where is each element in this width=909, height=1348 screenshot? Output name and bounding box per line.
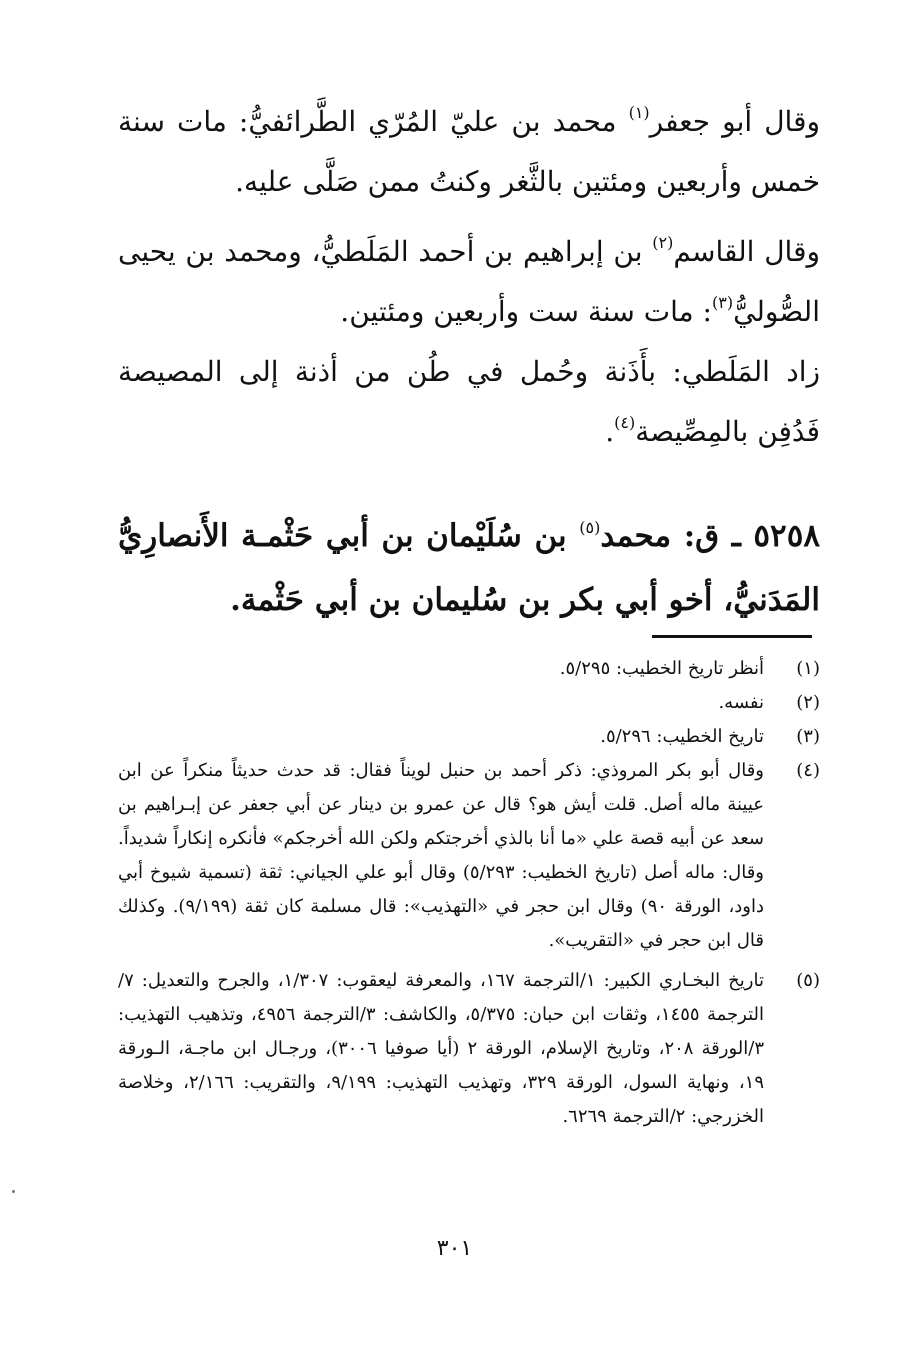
- page-number: ٣٠١: [436, 1236, 473, 1261]
- footnote-text: أنظر تاريخ الخطيب: ٥/٢٩٥.: [559, 658, 764, 679]
- footnote-number: (٢): [796, 692, 820, 713]
- footnote-number: (١): [796, 658, 820, 679]
- footnote-ref-2[interactable]: (٢): [652, 233, 674, 252]
- biography-entry-heading: ٥٢٥٨ ـ ق: محمد$^{(٥)}$ بن سُلَيْمان بن أبي حَثْمـة الأَنصارِيُّ المَدَنيُّ، أخو أبي بكر بن سُليمان بن أبي حَثْمة.: [118, 518, 820, 618]
- footnote-separator: [652, 635, 812, 638]
- footnote-text: تاريخ البخـاري الكبير: ١/الترجمة ١٦٧، والمعرفة ليعقوب: ١/٣٠٧، والجرح والتعديل: ٧/الترجمة ١٤٥٥، وثقات ابن حبان: ٥/٣٧٥، والكاشف: ٣/الترجمة ٤٩٥٦، وتذهيب التهذيب: ٣/الورقة ٢٠٨، وتاريخ الإسلام، الورقة ٢ (أيا صوفيا ٣٠٠٦)، ورجـال ابن ماجـة، الـورقة ١٩، ونهاية السول، الورقة ٣٢٩، وتهذيب التهذيب: ٩/١٩٩، والتقريب: ٢/١٦٦، وخلاصة الخزرجي: ٢/الترجمة ٦٢٦٩.: [118, 970, 764, 1127]
- footnote-4: [118, 754, 820, 958]
- footnote-ref-5[interactable]: (٥): [579, 518, 601, 537]
- footnote-ref-1[interactable]: (١): [628, 103, 650, 122]
- footnote-2: [118, 686, 820, 720]
- paragraph-al-qasim: وقال القاسم$^{(٢)}$ بن إبراهيم بن أحمد المَلَطيُّ، ومحمد بن يحيى الصُّوليُّ$^{(٣)}$: مات سنة ست وأربعين ومئتين.: [118, 233, 820, 328]
- footnote-text: نفسه.: [718, 692, 764, 713]
- footnote-1: [118, 652, 820, 686]
- footnote-ref-4[interactable]: (٤): [614, 413, 636, 432]
- paragraph-abu-jafar: وقال أبو جعفر$^{(١)}$ محمد بن عليّ المُرّي الطَّرائفيُّ: مات سنة خمس وأربعين ومئتين بالثَّغر وكنتُ ممن صَلَّى عليه.: [118, 103, 820, 198]
- footnote-text: تاريخ الخطيب: ٥/٢٩٦.: [600, 726, 764, 747]
- paragraph-al-malati: زاد المَلَطي: بأَذَنة وحُمل في طُن من أذنة إلى المصيصة فَدُفِن بالمِصِّيصة$^{(٤)}$.: [118, 355, 820, 448]
- footnote-3: [118, 720, 820, 754]
- scan-speck: [12, 1190, 15, 1193]
- footnote-5: [118, 964, 820, 1134]
- footnote-number: (٥): [796, 970, 820, 991]
- footnote-number: (٤): [796, 760, 820, 781]
- footnotes: [118, 652, 820, 1134]
- footnote-text: وقال أبو بكر المروذي: ذكر أحمد بن حنبل لويناً فقال: قد حدث حديثاً منكراً عن ابن عيينة ماله أصل. قلت أيش هو؟ قال عن عمرو بن دينار عن أبي جعفر عن إبـراهيم بن سعد عن أبيه قصة علي «ما أنا بالذي أخرجتكم ولكن الله أخرجكم» فأنكره إنكاراً شديداً. وقال: ماله أصل (تاريخ الخطيب: ٥/٢٩٣) وقال أبو علي الجياني: ثقة (تسمية شيوخ أبي داود، الورقة ٩٠) وقال ابن حجر في «التهذيب»: قال مسلمة كان ثقة (٩/١٩٩). وكذلك قال ابن حجر في «التقريب».: [118, 760, 764, 951]
- footnote-ref-3[interactable]: (٣): [711, 293, 734, 312]
- main-text: [118, 92, 820, 632]
- footnote-number: (٣): [796, 726, 820, 747]
